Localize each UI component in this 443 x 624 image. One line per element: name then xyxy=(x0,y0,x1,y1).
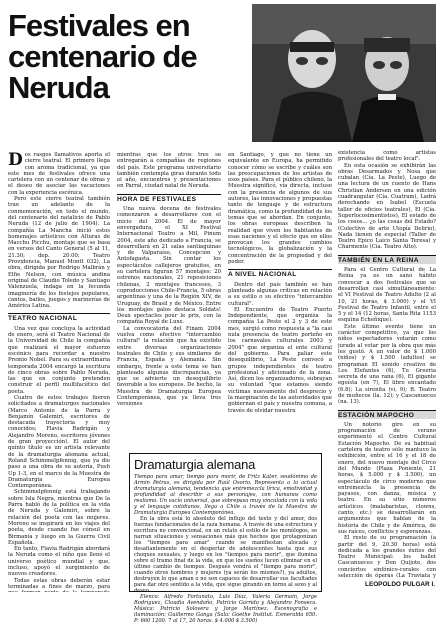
paragraph: Elenco: Alfredo Fortunato, Luis Díaz, Valeria Germain, Jorge Rodríguez, Claudia Avendaño, Patricio Garrido y Alejandro Fonseca. Música: Patricio Solovera y Jorge Martínez. Escenografía e iluminación: Guillermo Ganga (Sala: Goethe Institut. Esmeralda 650. P: 660 1200. 7 al 17, 20 horas. $ 4.000 $ 3.500) xyxy=(134,594,317,624)
paragraph: Para el Centro Cultural de La Reina ya es un sano hábito convocar a dos festivales que se desarrollan casi simultáneamente: el VI Festival de Teatro Adulto (2 al 10, 21 horas, $ 3.000) y el VI Festival de Teatro Infantil, entre el 5 y el 14 (12 horas, Santa Rita 1153 esquina Echeñique). xyxy=(338,267,436,324)
article-photo xyxy=(252,4,436,142)
paragraph: Dentro del país también se han planteado algunas críticas en relación a su estilo o su efectivo "intercambio cultural". xyxy=(228,281,332,307)
column-4 xyxy=(338,150,436,578)
sidebar-title: Dramaturgia alemana xyxy=(134,457,256,472)
paragraph: En tanto, Flavia Radrigán abordará la Neruda como el niño que llenó el universo poético mundial y que, incluso, apoyó el surgimiento de nuevos creadores. xyxy=(8,546,110,578)
paragraph: Un notorio giro en su programación de verano experimentó el Centro Cultural Estación Mapocho. De su habitual cartelera de teatro sólo mantuvo la exhibición, entre el 16 y el 18 de enero, del nuevo montaje del Circo del Mundo (Plaza Poniente, 21 horas, $ 5.000 y $ 3.500), un espectáculo de circo moderno que entremezcla la presencia de payasos, con danza, música y teatro. En su sitio números artísticos (malabaristas, clowns, canto, etc.) se desarrollarán en argumentos que hablan de la historia de Chile y de América, de sus raíces, conflictos y esperanzas. xyxy=(338,421,436,535)
paragraph: En esta ocasión se exhibirán las obras Desarmados y Nosa que cubalan (Cía. La Peste), Luego de una lectura de un cuento de Hans Christian Andersen en una edición cuadrangular (Cía. Cuatram), Ladrá derechando en Isabel (Escuela taller de oficios teatrales), El (Cía. Superlocosimentistos), El estado de los cosos... ¿o las cosas del Estado? (Colectivo de arte Utopía Delirio), Nada tienen de especial (Taller de Teatro Epico Laico Santa Teresa) y Charmente (Cía. Teatro Alto). xyxy=(338,162,436,251)
column-3 xyxy=(228,152,332,447)
paragraph: Una vez que concluya la actividad de enero, será el Teatro Nacional de la Universidad de Chile la compañía que realizará el mayor esfuerzo escénico para recordar a nuestro Premio Nobel. Para su extraordinaria temporada 2004 encargó la escritura de cinco obras sobre Pablo Neruda, las que en conjunto pretenden construir el perfil multifacético del poeta. xyxy=(8,325,110,395)
section-heading: HORA DE FESTIVALES xyxy=(117,194,221,203)
paragraph: Schimmelpfennig está trabajando sobre Isla Negra, mientras que De la Parra habló de la política en la vida de Neruda y Galemiri, sobre la relación del poeta con las mujeres. Moreno se inspirará en los viajes del poeta, desde cuando fue cónsul en Birmania y luego en la Guerra Civil Española. xyxy=(8,489,110,546)
sidebar-text xyxy=(134,474,317,624)
paragraph: os rasgos llamativos aporta el cierre teatral. El primero llega con aroma tradicional, ya que este mes de festivales ofrece una cartelera con un centenar de obras y el deseo de asociar las vacaciones con la experiencia escénica. xyxy=(8,152,110,196)
section-heading: ESTACIÓN MAPOCHO xyxy=(338,410,436,419)
sidebar-box xyxy=(129,453,322,624)
paragraph: Pero este cierre teatral también trae un adelanto de la conmemoración, en todo el mundo, del centenario del natalicio de Pablo Neruda (12 de julio de 1904). La compañía La Mancha inició estos homenajes artísticos con Alturas de Macchu Picchu, montaje que se basa en versos del Canto General (5 al 11, 21.30; dep. 20.00; Teatro Providencia, Manuel Montt 032). La obra, dirigida por Rodrigo Malbrán y Elfie Nelson, con música andina original de Claudio Toledo y Santiago Valenzuela, indaga en la fecunda imaginería de los festejos populares, cantos, bailes, juegos y marinerías de América Latina. xyxy=(8,196,110,310)
paragraph: La convocatoria del Finam 2004 vuelva como efectivo "intercambio cultural" la relación que ha existido entre diversas organizaciones teatrales de Chile y sus similares de Francia, España y Alemania. Sin embargo, frente a este tema se han planteado algunas discrepancias, ya que se advierte un desequilibrio favorable a los europeos. De hecho, la Muestra de Dramaturgia Europea Contemporánea, que ya lleva tres versiones xyxy=(117,325,221,408)
paragraph: existencia como artistas profesionales del teatro local". xyxy=(338,150,436,163)
paragraph: El Encuentro de Teatro Puerto Independiente, que organiza la compañía La Peste el 2 y 3 de este mes, surgió como respuesta a "la casi nula presencia de teatro porteño en los carnavales culturales 2003 y 2004" que organiza el ente cultural del gobierno. Para paliar este desequilibrio, La Peste convocó a grupos independientes de teatro profesional y aficionado de la zona. Así, dicen los organizadores, subrayan su voluntad "que estamos siendo víctimas nuevamente del desprecio y la marginación de las autoridades que gobiernan el país y nuestra comuna, a través de olvidar nuestra xyxy=(228,306,332,414)
paragraph: En la obra está lo absoluto del influjo del texto y del amor, dos fuerzas fundacionales de la raza humana. A través de una estructura y escritura no convencional, en un relato el estilo de los monólogos, se narran situaciones y sensaciones más que hechos que protagonizan los "tiempos para amar" cuando se manifiestan alocada y desafiantemente en el despertar de adolescentes hasta que sus choques sexuales, y luego en los "tiempos para morir", que ilumina sobre el tramo final de la vida, en que los sueños lucen eliminar en el último cambio de tiempos. Después vendrá el "tiempo para morir", cuando otros hombres y mujeres (ya serán los mismos?), ya adultos, destruyen lo que aman o no son capaces de desarrollar sus facultades para dar otro sentido a la vida, que sigue girando en torno al sexo y al deseo. xyxy=(134,516,317,594)
paragraph: El resto de su programación (a partir del 9, 20.30 horas) está dedicada a los grandes éxitos del Teatro Municipal: los ballet Cascanueces y Don Quijote, dos conciertos sinfónico-corales con selección de óperas (La Traviata y xyxy=(338,535,436,578)
photo-illustration xyxy=(252,4,436,142)
author-byline: LEOPOLDO PULGAR I. xyxy=(365,581,435,588)
column-2 xyxy=(117,152,221,447)
paragraph: mientras que los otros tres se entregarán a compañías de regiones del país. Este programa universitario también contempla giras durante todo el año, encuentros y presentaciones en Parral, ciudad natal de Neruda. xyxy=(117,152,221,190)
paragraph: Cuatro de estos trabajos fueron solicitados a dramaturgos nacionales (Marco Antonio de la Parra y Benjamín Galemiri, escritores de destacada trayectoria y muy conocidos; Flavia Radrigán y Alejandro Moreno, escritores jóvenes de gran proyección). El autor del quinto título es un artista relevante de la dramaturgia alemana actual, Roland Schimmelpfennig, que ya dio paso a una obra de su autoría, Push Up 1-3, en el marco de la Muestra de Dramaturgia Europea Contemporánea. xyxy=(8,394,110,490)
paragraph: Este último evento tiene un carácter competitivo, ya que los niños espectadores votarán como jurado al votar por la obra que más les gustó. A un valor de $ 1.000 (niños) y $ 1.500 (adultos) se programan El sonido creativo de Los Elefantes (6), Tu Greeria secreta de una rana (6), El gigante egoísta (en 7), El libro encantado (6.8); La sirenita (vi, 9); R. Teatro de muñecos (la. 12); y Cascanueces (na. 13). xyxy=(338,323,436,406)
paragraph: Todas estas obras deberán estar terminadas a fines de marzo, para xyxy=(8,577,110,590)
drop-cap: D xyxy=(8,152,23,170)
section-heading: A NIVEL NACIONAL xyxy=(228,269,332,278)
paragraph: Tiempo para amar, tiempo para morir, de Fritz Kater, seudónimo de Armin Petras, es dirigida por Raúl Osorio. Representa a la actual dramaturgia alemana, tendencia que entremezcla lírica, emotividad y profundidad al describir a sus personajes, con humanos como realismo. Un vacío universal, que sobrepasa muy vinculada con la vida y el lenguaje cotidianos, llega a Chile a través de la Muestra de Dramaturgia Europea Contemporánea. xyxy=(134,474,317,516)
article-title: Festivales en centenario de Neruda xyxy=(8,8,197,105)
section-heading: TAMBIÉN EN LA REINA xyxy=(338,255,436,264)
paragraph: en Santiago, y que no tiene un equivalente en Europa, ha permitido conocer cómo se escribe y cuáles son las preocupaciones de los artistas de esos países. Para el público chileno, la Muestra significó, vía directa, incluso con la presencia de algunos de sus autores, las innovaciones y propuestas tanto de lenguaje y de estructura dramática, como la profundidad de los temas que se abordan. En conjunto, los obras europeas describen la realidad que viven los habitantes de esas naciones y el efecto que en ellos provocan los grandes cambios tecnológicos, la globalización y la concentración de la propiedad y del poder. xyxy=(228,152,332,266)
paragraph: Una nueva docena de festivales comenzaron a desarrollarse con el inicio del 2004. El de mayor envergadura, el XI Festival Internacional Teatro a Mil, Pinum 2004, este año dedicado a Francia, se desarrollará en 21 salas santiaguinas y de Valparaíso, Concepción y Antofagasta. Sin contar los espectáculos callejeros gratuitos, en su cartelera figuran 57 montajes: 20 estrenos nacionales, 21 reposiciones chilenas, 2 montajes franceses, 3 coproducciones Chile-Francia, 5 obras argentinas y una de la Región XIV, de Uruguay, de Brasil y de México. Entre los montajes galos destaca Soldats! Deux spectacles pour le prix, con la compañía Royal de Luxe. xyxy=(117,206,221,326)
column-1 xyxy=(8,152,110,592)
section-heading: TEATRO NACIONAL xyxy=(8,313,110,322)
